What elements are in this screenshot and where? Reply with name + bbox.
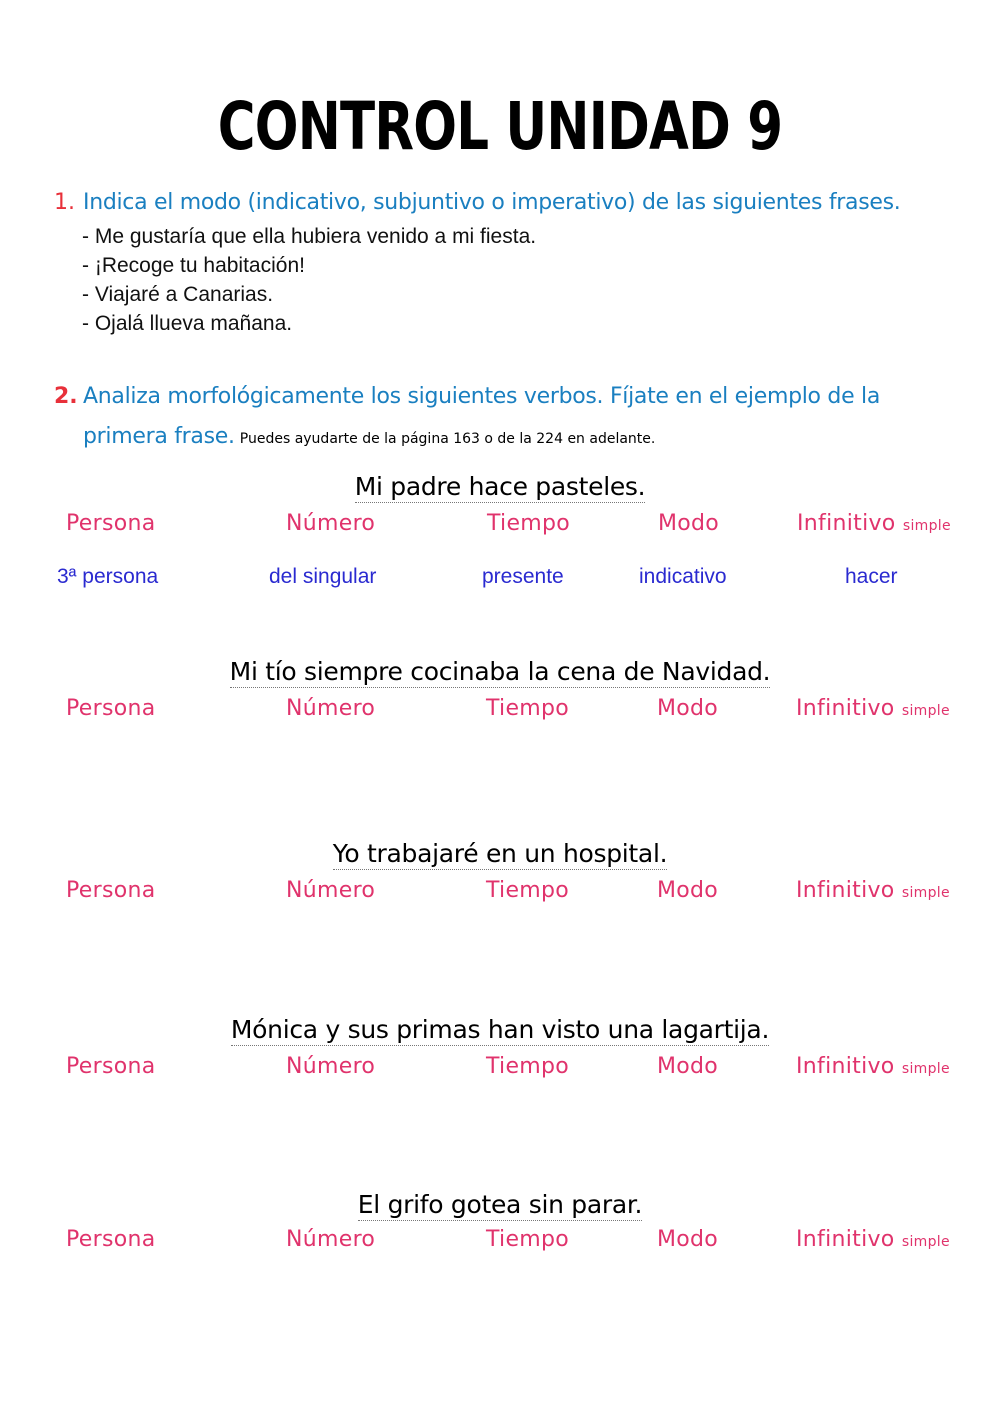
header-numero: Número <box>286 511 376 536</box>
page-title: CONTROL UNIDAD 9 <box>217 88 783 165</box>
header-tiempo: Tiempo <box>487 511 571 536</box>
sentence <box>0 839 1000 868</box>
header-tiempo: Tiempo <box>486 696 570 721</box>
sentence-text: El grifo gotea sin parar. <box>357 1190 643 1219</box>
question-1-item: - Me gustaría que ella hubiera venido a mi fiesta. <box>82 225 537 248</box>
answer-modo: indicativo <box>639 565 727 588</box>
header-infinitivo-label: Infinitivo <box>797 511 896 536</box>
header-simple: simple <box>901 1234 950 1250</box>
question-2-text-line2: primera frase. <box>83 424 235 449</box>
header-modo: Modo <box>658 511 720 536</box>
sentence-text: Mi tío siempre cocinaba la cena de Navidad. <box>229 657 771 686</box>
header-infinitivo-label: Infinitivo <box>796 1227 895 1252</box>
header-numero: Número <box>286 696 376 721</box>
sentence-text: Mónica y sus primas han visto una lagartija. <box>230 1015 770 1044</box>
header-persona: Persona <box>66 1054 156 1079</box>
header-infinitivo <box>796 1054 950 1079</box>
header-numero: Número <box>286 878 376 903</box>
question-1-number: 1. <box>54 190 75 215</box>
answer-numero: del singular <box>269 565 377 588</box>
header-simple: simple <box>901 703 950 719</box>
sentence <box>0 1190 1000 1219</box>
header-infinitivo-label: Infinitivo <box>796 878 895 903</box>
header-tiempo: Tiempo <box>486 1054 570 1079</box>
header-persona: Persona <box>66 1227 156 1252</box>
header-simple: simple <box>902 518 951 534</box>
header-numero: Número <box>286 1054 376 1079</box>
header-tiempo: Tiempo <box>486 1227 570 1252</box>
header-infinitivo-label: Infinitivo <box>796 696 895 721</box>
header-infinitivo <box>796 878 950 903</box>
question-2-note: Puedes ayudarte de la página 163 o de la 224 en adelante. <box>239 431 656 447</box>
question-1-item: - Viajaré a Canarias. <box>82 283 274 306</box>
header-infinitivo-label: Infinitivo <box>796 1054 895 1079</box>
header-infinitivo <box>797 511 951 536</box>
header-modo: Modo <box>657 878 719 903</box>
sentence-text: Mi padre hace pasteles. <box>354 472 646 501</box>
header-simple: simple <box>901 885 950 901</box>
header-persona: Persona <box>66 511 156 536</box>
header-simple: simple <box>901 1061 950 1077</box>
header-modo: Modo <box>657 696 719 721</box>
header-numero: Número <box>286 1227 376 1252</box>
header-infinitivo <box>796 696 950 721</box>
sentence-text: Yo trabajaré en un hospital. <box>332 839 668 868</box>
answer-infinitivo: hacer <box>845 565 898 588</box>
sentence <box>0 1015 1000 1044</box>
answer-tiempo: presente <box>482 565 564 588</box>
question-2-line2 <box>83 424 655 449</box>
header-infinitivo <box>796 1227 950 1252</box>
question-2-text-line1: Analiza morfológicamente los siguientes verbos. Fíjate en el ejemplo de la <box>83 384 881 409</box>
header-persona: Persona <box>66 696 156 721</box>
header-modo: Modo <box>657 1054 719 1079</box>
question-2-number: 2. <box>54 384 78 409</box>
header-tiempo: Tiempo <box>486 878 570 903</box>
question-1-item: - ¡Recoge tu habitación! <box>82 254 305 277</box>
question-1-item: - Ojalá llueva mañana. <box>82 312 293 335</box>
header-persona: Persona <box>66 878 156 903</box>
sentence <box>0 657 1000 686</box>
sentence <box>0 472 1000 501</box>
header-modo: Modo <box>657 1227 719 1252</box>
question-1-text: Indica el modo (indicativo, subjuntivo o imperativo) de las siguientes frases. <box>83 190 901 215</box>
answer-persona: 3ª persona <box>57 565 159 588</box>
